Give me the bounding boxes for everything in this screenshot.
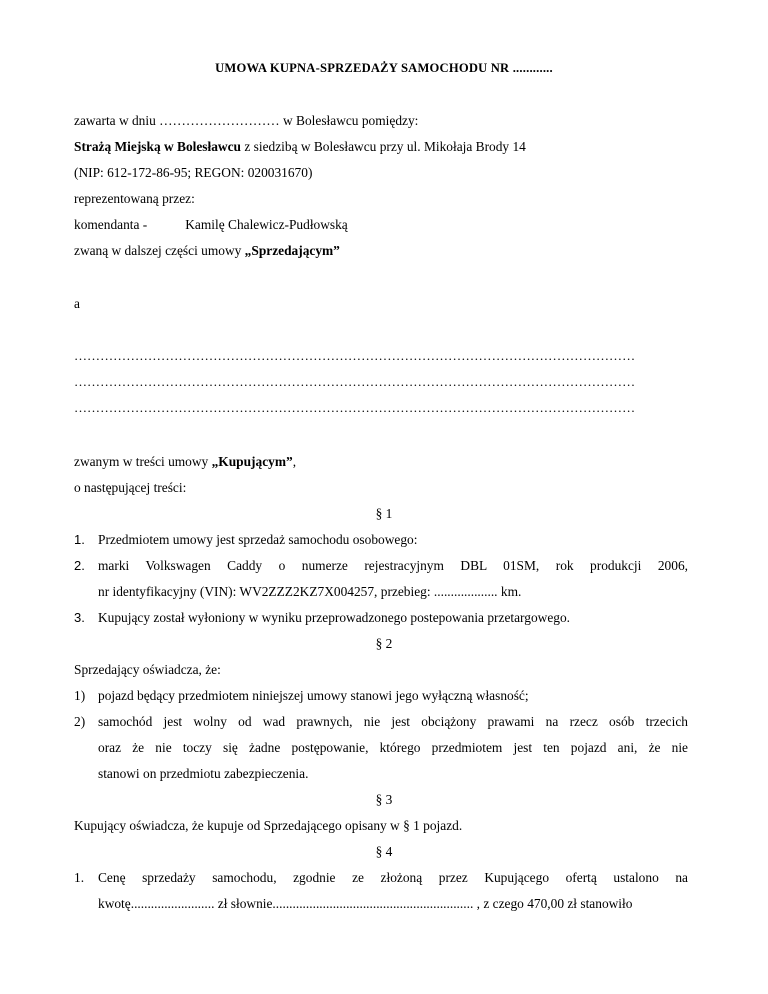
s1-item-2-line-1: marki Volkswagen Caddy o numerze rejestracyjnym DBL 01SM, rok produkcji 2006, bbox=[98, 558, 688, 573]
representative-line bbox=[74, 215, 348, 235]
section-3-heading: § 3 bbox=[375, 792, 393, 807]
buyer-blank-line-1: ………………………………………………………………………………………………………………… bbox=[74, 348, 636, 363]
buyer-definition-comma: , bbox=[292, 454, 297, 469]
section-2-heading: § 2 bbox=[375, 636, 393, 651]
s1-item-2 bbox=[74, 556, 98, 576]
conjunction-a: a bbox=[74, 296, 80, 311]
s2-point-2-line-1: samochód jest wolny od wad prawnych, nie jest obciążony prawami na rzecz osób trzecich bbox=[98, 714, 688, 729]
s2-point-2-number: 2) bbox=[74, 714, 86, 729]
contents-intro: o następującej treści: bbox=[74, 480, 187, 495]
seller-ids: (NIP: 612-172-86-95; REGON: 020031670) bbox=[74, 165, 313, 180]
s1-item-1-text: Przedmiotem umowy jest sprzedaż samochodu osobowego: bbox=[98, 532, 418, 547]
buyer-blank-line-2: ………………………………………………………………………………………………………………… bbox=[74, 374, 636, 389]
s1-item-1-number: 1. bbox=[74, 532, 85, 547]
seller-address: z siedzibą w Bolesławcu przy ul. Mikołaja Brody 14 bbox=[241, 139, 526, 154]
s2-point-2-line-3: stanowi on przedmiotu zabezpieczenia. bbox=[98, 766, 309, 781]
s1-item-2-number: 2. bbox=[74, 558, 85, 573]
s2-point-2-line-2: oraz że nie toczy się żadne postępowanie, którego przedmiotem jest ten pojazd ani, że nie bbox=[98, 740, 688, 755]
buyer-definition bbox=[74, 452, 296, 472]
s3-text: Kupujący oświadcza, że kupuje od Sprzedającego opisany w § 1 pojazd. bbox=[74, 818, 463, 833]
representative-name: Kamilę Chalewicz-Pudłowską bbox=[185, 217, 348, 232]
s1-item-1 bbox=[74, 530, 417, 550]
seller-definition-term: „Sprzedającym” bbox=[244, 243, 340, 258]
section-4-heading: § 4 bbox=[375, 844, 393, 859]
s1-item-3-number: 3. bbox=[74, 610, 85, 625]
seller-name: Strażą Miejską w Bolesławcu bbox=[74, 139, 241, 154]
section-1-heading: § 1 bbox=[375, 506, 393, 521]
s2-point-1 bbox=[74, 686, 529, 706]
seller-line bbox=[74, 137, 526, 157]
s4-item-1 bbox=[74, 868, 98, 888]
s4-item-1-line-2: kwotę......................... zł słownie............................................................ , z czego 470,00 zł stanowiło bbox=[98, 896, 633, 911]
s1-item-2-line-2: nr identyfikacyjny (VIN): WV2ZZZ2KZ7X004257, przebieg: ................... km. bbox=[98, 584, 522, 599]
s2-point-2 bbox=[74, 712, 98, 732]
represented-by: reprezentowaną przez: bbox=[74, 191, 195, 206]
s4-item-1-line-1: Cenę sprzedaży samochodu, zgodnie ze złożoną przez Kupującego ofertą ustalono na bbox=[98, 870, 688, 885]
seller-definition-text: zwaną w dalszej części umowy bbox=[74, 243, 245, 258]
s4-item-1-number: 1. bbox=[74, 870, 85, 885]
s2-intro: Sprzedający oświadcza, że: bbox=[74, 662, 221, 677]
s1-item-3 bbox=[74, 608, 570, 628]
s2-point-1-text: pojazd będący przedmiotem niniejszej umowy stanowi jego wyłączną własność; bbox=[98, 688, 529, 703]
buyer-definition-text: zwanym w treści umowy bbox=[74, 454, 212, 469]
s1-item-3-text: Kupujący został wyłoniony w wyniku przeprowadzonego postepowania przetargowego. bbox=[98, 610, 571, 625]
intro-date-line: zawarta w dniu ……………………… w Bolesławcu pomiędzy: bbox=[74, 113, 419, 128]
buyer-definition-term: „Kupującym” bbox=[211, 454, 293, 469]
s2-point-1-number: 1) bbox=[74, 688, 86, 703]
seller-definition bbox=[74, 241, 340, 261]
buyer-blank-line-3: ………………………………………………………………………………………………………………… bbox=[74, 400, 636, 415]
document-title: UMOWA KUPNA-SPRZEDAŻY SAMOCHODU NR ............ bbox=[215, 61, 553, 75]
representative-role: komendanta - bbox=[74, 217, 148, 232]
